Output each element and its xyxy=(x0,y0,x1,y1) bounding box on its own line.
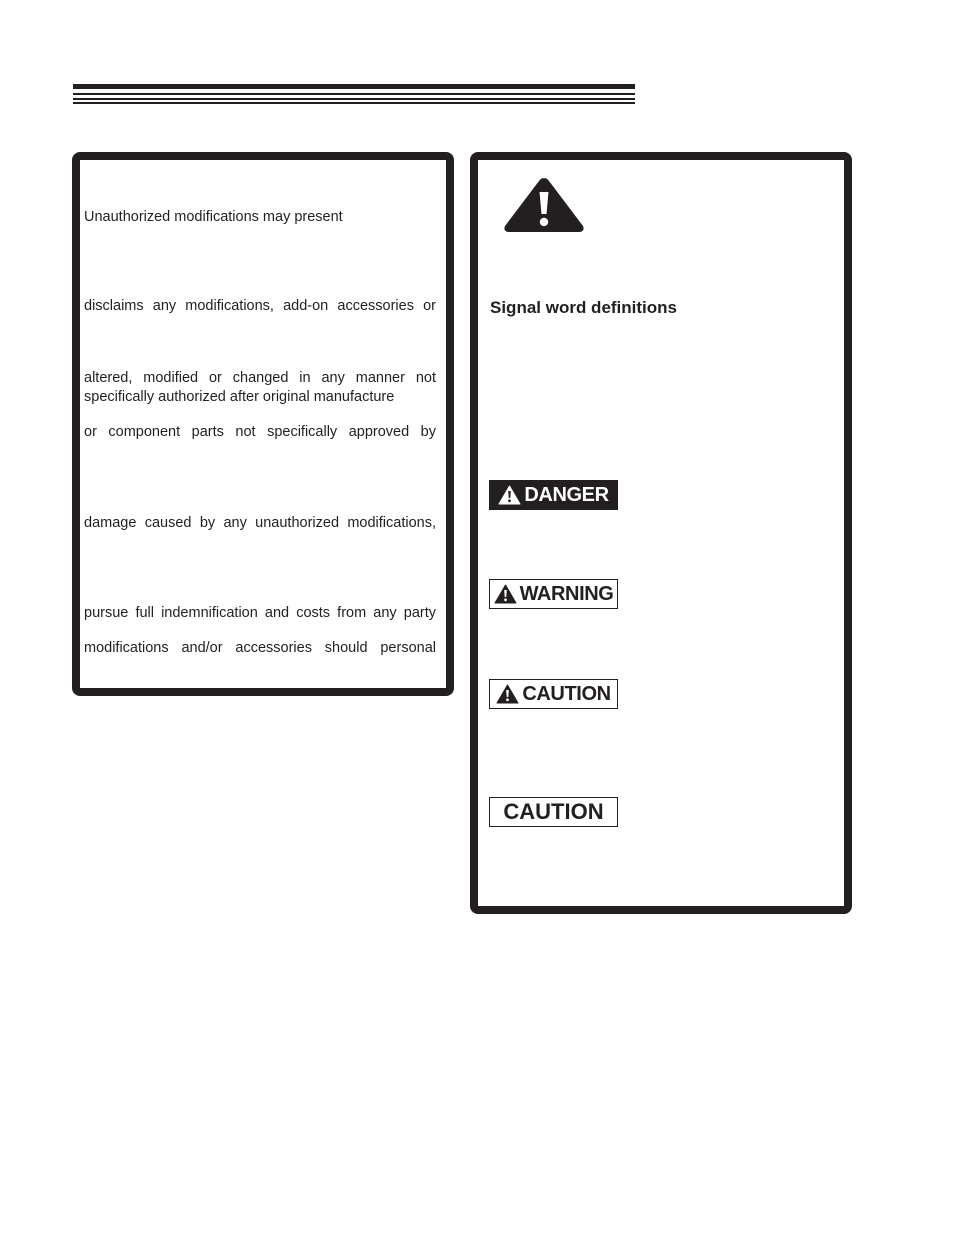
warning-triangle-icon xyxy=(502,176,586,234)
warning-label xyxy=(489,579,618,609)
notice-line: pursue full indemnification and costs from any party xyxy=(84,605,436,621)
header-rule-1 xyxy=(73,93,635,95)
notice-line: disclaims any modifications, add-on accessories or xyxy=(84,298,436,314)
caution-notice-label-text: CAUTION xyxy=(503,799,604,824)
alert-triangle-icon xyxy=(496,684,519,704)
caution-notice-label xyxy=(489,797,618,827)
notice-line: modifications and/or accessories should personal xyxy=(84,640,436,656)
alert-triangle-icon xyxy=(494,584,517,604)
danger-label xyxy=(489,480,618,510)
notice-line: damage caused by any unauthorized modifications, xyxy=(84,515,436,531)
warning-label-text: WARNING xyxy=(519,582,614,605)
header-rule-3 xyxy=(73,102,635,104)
signal-word-title: Signal word definitions xyxy=(490,298,677,317)
notice-line: or component parts not specifically approved by xyxy=(84,424,436,440)
alert-triangle-icon xyxy=(498,485,521,505)
notice-line: specifically authorized after original manufacture xyxy=(84,389,395,405)
header-rule-2 xyxy=(73,98,635,100)
danger-label-text: DANGER xyxy=(524,483,609,506)
caution-label-text: CAUTION xyxy=(522,682,611,705)
header-rule-thick xyxy=(73,84,635,89)
notice-line: Unauthorized modifications may present xyxy=(84,209,343,225)
caution-label xyxy=(489,679,618,709)
notice-line: altered, modified or changed in any manner not xyxy=(84,370,436,386)
